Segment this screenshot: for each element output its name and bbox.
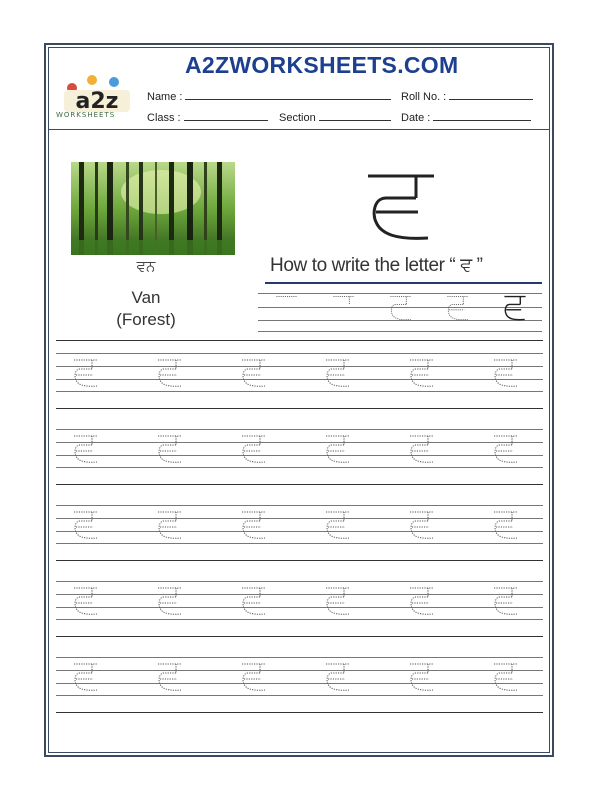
trace-letter[interactable] [492,584,520,618]
letter-glyph-large [366,166,436,244]
date-row [401,110,531,124]
section-input-line[interactable] [319,110,391,121]
guide-rule [56,531,543,532]
trace-letter[interactable] [240,660,268,694]
trace-letter[interactable] [156,508,184,542]
header-divider [49,129,549,130]
date-label: Date : [401,112,431,124]
row-separator [56,636,543,637]
trace-letter[interactable] [408,356,436,390]
word-punjabi: ਵਨ [136,258,156,275]
trace-letter[interactable] [156,356,184,390]
trace-letter[interactable] [492,660,520,694]
trace-letter[interactable] [72,584,100,618]
roll-input-line[interactable] [449,89,533,100]
trace-letter[interactable] [240,432,268,466]
row-separator [56,712,543,713]
class-input-line[interactable] [184,110,268,121]
guide-rule [56,594,543,595]
demo-step-letter[interactable] [444,293,472,323]
class-label: Class : [147,112,181,124]
guide-rule [56,607,543,608]
instruction-underline [265,282,542,284]
trace-letter[interactable] [156,432,184,466]
guide-rule [56,518,543,519]
row-separator [56,484,543,485]
forest-photo [71,162,235,255]
name-input-line[interactable] [185,89,391,100]
row-separator [56,340,543,341]
guide-rule [56,683,543,684]
trace-letter[interactable] [72,432,100,466]
guide-rule [56,657,543,658]
trace-letter[interactable] [240,356,268,390]
trace-letter[interactable] [156,660,184,694]
section-label: Section [279,112,316,124]
guide-rule [56,619,543,620]
guide-rule [56,379,543,380]
trace-letter[interactable] [324,660,352,694]
svg-text:a2z: a2z [75,89,119,114]
demo-step-letter[interactable] [273,293,301,323]
guide-rule [56,581,543,582]
row-separator [56,560,543,561]
trace-letter[interactable] [324,356,352,390]
guide-rule [56,695,543,696]
trace-letter[interactable] [492,356,520,390]
guide-rule [56,455,543,456]
site-title: A2ZWORKSHEETS.COM [185,52,459,78]
trace-letter[interactable] [492,508,520,542]
trace-letter[interactable] [324,432,352,466]
trace-letter[interactable] [408,660,436,694]
word-meaning [71,287,221,331]
trace-letter[interactable] [156,584,184,618]
guide-rule [56,429,543,430]
roll-label: Roll No. : [401,91,447,103]
guide-rule [56,353,543,354]
trace-letter[interactable] [72,508,100,542]
trace-letter[interactable] [72,660,100,694]
name-row [147,89,391,103]
trace-letter[interactable] [492,432,520,466]
word-translation: (Forest) [116,310,176,329]
page-border-inner [48,47,550,753]
trace-letter[interactable] [324,584,352,618]
demo-step-letter[interactable] [330,293,358,323]
guide-rule [56,442,543,443]
demo-step-letter[interactable] [501,293,529,323]
roll-row [401,89,533,103]
trace-letter[interactable] [240,508,268,542]
instruction-text: How to write the letter “ ਵ ” [270,255,483,276]
word-transliteration: Van [131,288,161,307]
trace-letter[interactable] [240,584,268,618]
name-label: Name : [147,91,183,103]
date-input-line[interactable] [433,110,531,121]
trace-letter[interactable] [408,584,436,618]
guide-rule [56,366,543,367]
guide-rule [56,505,543,506]
row-separator [56,408,543,409]
demo-step-letter[interactable] [387,293,415,323]
section-row [279,110,391,124]
trace-letter[interactable] [324,508,352,542]
demo-rule [258,331,542,332]
guide-rule [56,543,543,544]
guide-rule [56,467,543,468]
logo-subtext: WORKSHEETS [56,111,116,119]
trace-letter[interactable] [408,432,436,466]
class-row [147,110,268,124]
guide-rule [56,391,543,392]
guide-rule [56,670,543,671]
trace-letter[interactable] [72,356,100,390]
trace-letter[interactable] [408,508,436,542]
